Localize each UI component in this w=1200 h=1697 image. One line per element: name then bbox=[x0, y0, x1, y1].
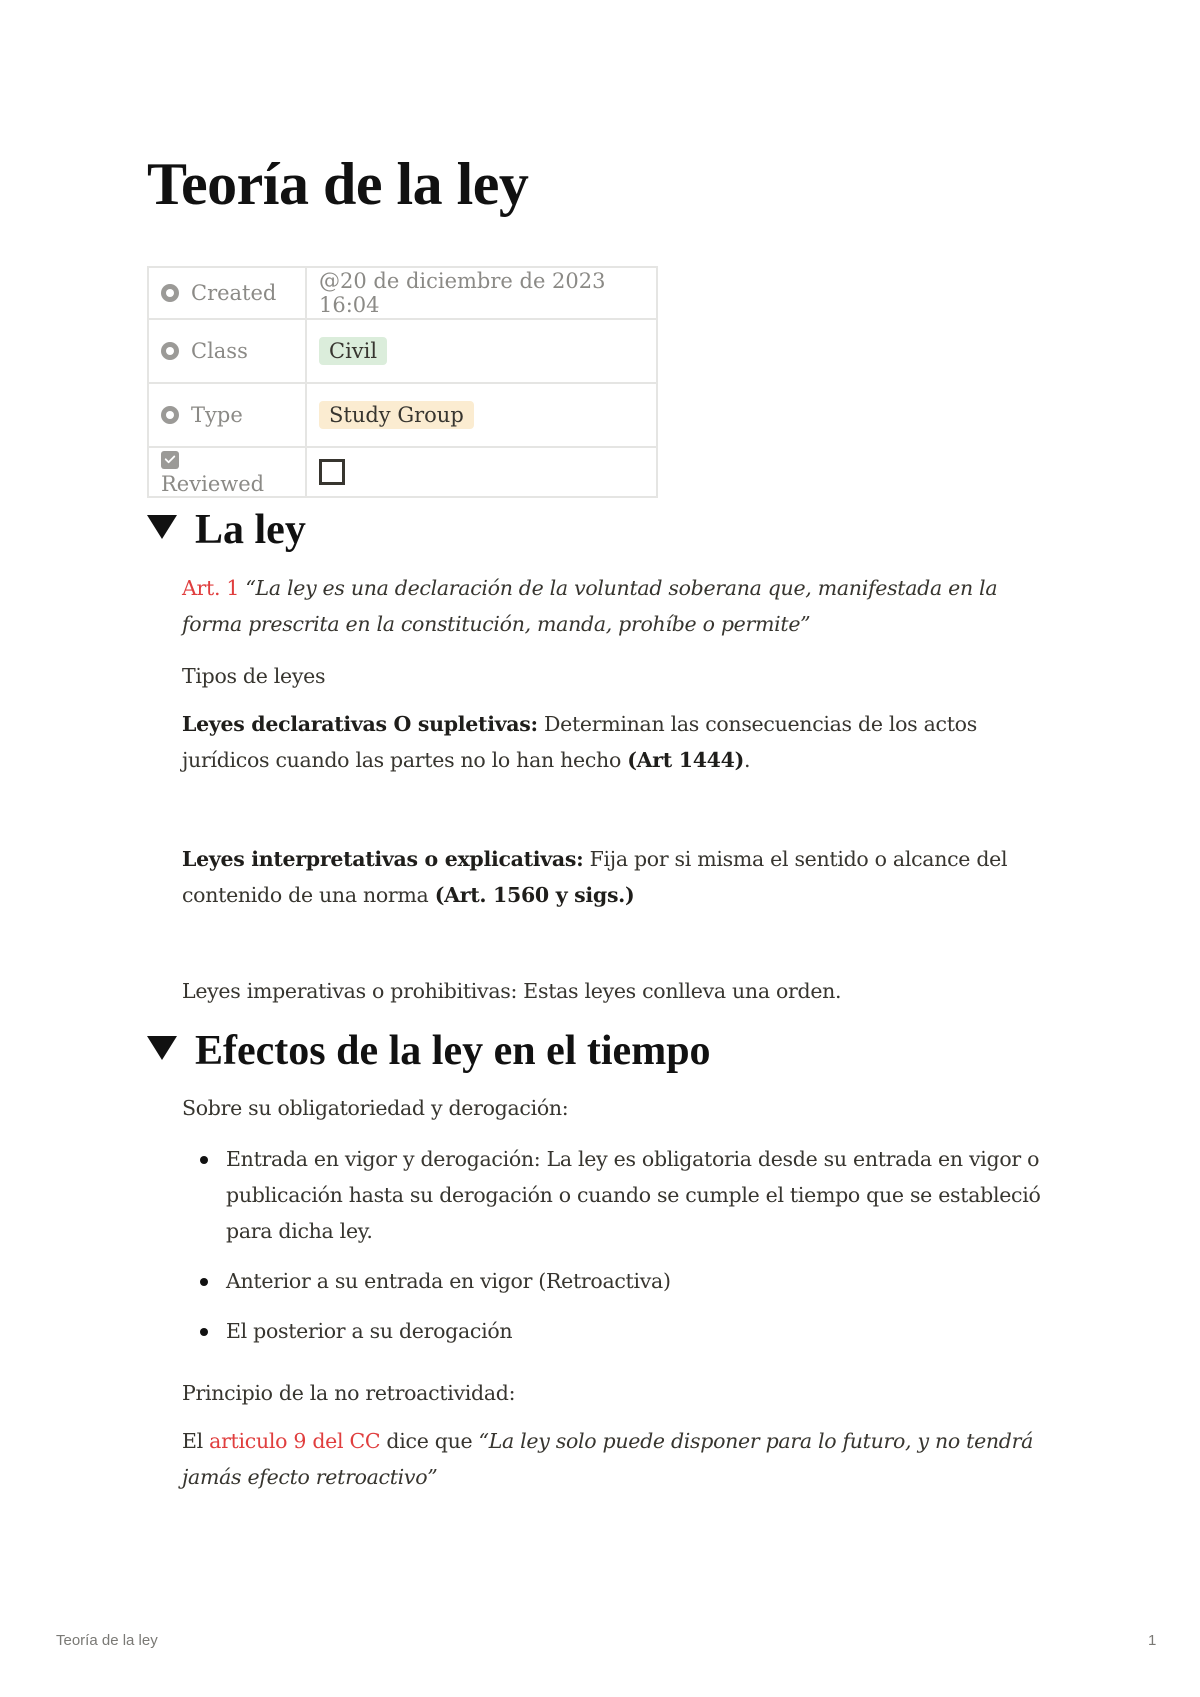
art1-paragraph bbox=[182, 570, 1062, 642]
checkbox-icon bbox=[161, 451, 179, 469]
type-tag[interactable]: Study Group bbox=[319, 401, 474, 429]
art9-quote: “La ley solo puede disponer para lo futuro, y no tendrá jamás efecto retroactivo” bbox=[182, 1429, 1034, 1489]
section-heading-la-ley[interactable]: La ley bbox=[147, 505, 306, 555]
property-label: Created bbox=[148, 267, 306, 319]
tipos-heading: Tipos de leyes bbox=[182, 664, 326, 688]
imperativas-paragraph: Leyes imperativas o prohibitivas: Estas leyes conlleva una orden. bbox=[182, 979, 842, 1003]
clock-icon bbox=[161, 284, 179, 302]
art1560-reference: (Art. 1560 y sigs.) bbox=[434, 883, 635, 907]
principio-heading: Principio de la no retroactividad: bbox=[182, 1381, 516, 1405]
property-row-created bbox=[148, 267, 657, 319]
property-row-type bbox=[148, 383, 657, 447]
select-icon bbox=[161, 342, 179, 360]
obligatoriedad-intro: Sobre su obligatoriedad y derogación: bbox=[182, 1096, 569, 1120]
art1-reference: Art. 1 bbox=[182, 576, 240, 600]
property-row-class bbox=[148, 319, 657, 383]
select-icon bbox=[161, 406, 179, 424]
class-tag[interactable]: Civil bbox=[319, 337, 387, 365]
list-item: El posterior a su derogación bbox=[182, 1313, 1062, 1349]
footer-page-number: 1 bbox=[1148, 1632, 1157, 1649]
art9-paragraph: El articulo 9 del CC dice que “La ley solo puede disponer para lo futuro, y no tendrá jamás efecto retroactivo” bbox=[182, 1429, 1034, 1489]
list-item: Anterior a su entrada en vigor (Retroactiva) bbox=[182, 1263, 1062, 1299]
interpretativas-paragraph: Leyes interpretativas o explicativas: Fija por si misma el sentido o alcance del contenido de una norma (Art. 1560 y sigs.) bbox=[182, 847, 1008, 907]
section-heading-efectos[interactable]: Efectos de la ley en el tiempo bbox=[147, 1026, 711, 1076]
property-label: Type bbox=[148, 383, 306, 447]
toggle-triangle-icon[interactable] bbox=[147, 1036, 177, 1060]
art1444-reference: (Art 1444) bbox=[627, 748, 744, 772]
art1-quote: “La ley es una declaración de la voluntad soberana que, manifestada en la forma prescrita en la constitución, manda, prohíbe o permite” bbox=[182, 576, 998, 636]
created-value[interactable]: @20 de diciembre de 2023 16:04 bbox=[306, 267, 657, 319]
toggle-triangle-icon[interactable] bbox=[147, 515, 177, 539]
page-title: Teoría de la ley bbox=[147, 151, 529, 217]
reviewed-checkbox[interactable] bbox=[319, 459, 345, 485]
declarativas-paragraph: Leyes declarativas O supletivas: Determinan las consecuencias de los actos jurídicos cuando las partes no lo han hecho (Art 1444). bbox=[182, 712, 977, 772]
property-label: Reviewed bbox=[148, 447, 306, 497]
property-row-reviewed bbox=[148, 447, 657, 497]
effects-list bbox=[182, 1141, 1062, 1363]
properties-table bbox=[147, 266, 658, 498]
property-label: Class bbox=[148, 319, 306, 383]
list-item: Entrada en vigor y derogación: La ley es obligatoria desde su entrada en vigor o publicación hasta su derogación o cuando se cumple el tiempo que se estableció para dicha ley. bbox=[182, 1141, 1062, 1249]
art9-reference[interactable]: articulo 9 del CC bbox=[209, 1429, 381, 1453]
footer-doc-title: Teoría de la ley bbox=[56, 1632, 158, 1649]
